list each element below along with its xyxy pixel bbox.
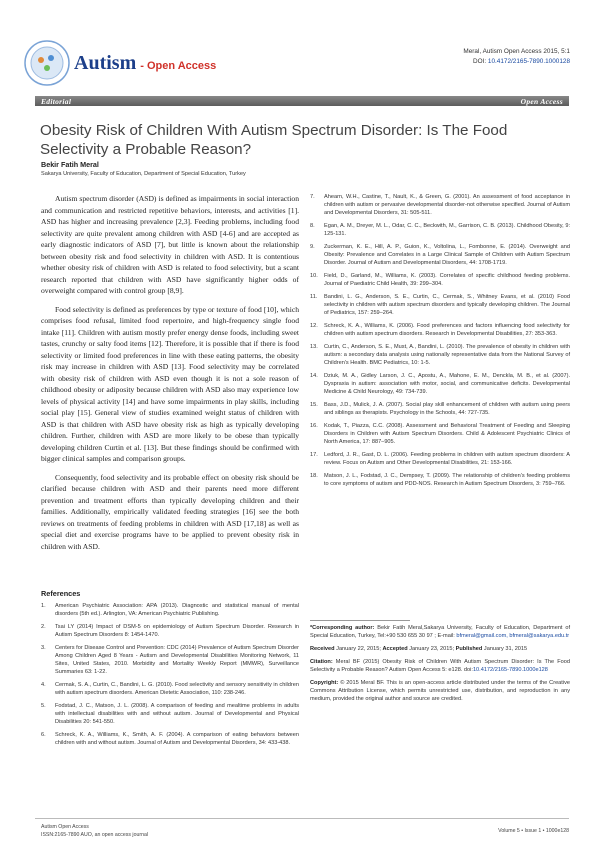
reference-item [310,193,570,217]
accepted-date: January 23, 2015; [409,646,455,652]
reference-item [41,644,299,676]
reference-item [310,372,570,396]
reference-text: Cermak, S. A., Curtin, C., Bandini, L. G. (2010). Food selectivity and sensory sensitivity in children with autism spectrum disorders. American Dietetic Association, 110: 238-246. [55,682,299,696]
reference-number: 13. [310,344,318,350]
footer-issn: ISSN:2165-7890 AUO, an open access journal [41,832,148,838]
references-heading: References [41,589,81,598]
published-label: Published [455,646,483,652]
divider [310,620,410,621]
citation-text: Meral BF (2015) Obesity Risk of Children With Autism Spectrum Disorder: Is The Food Selectivity a Probable Reason? Autism Open Access 5: e128. doi: [310,659,570,673]
reference-number: 8. [310,223,315,229]
reference-number: 11. [310,294,318,300]
body-paragraph: Food selectivity is defined as preferences by type or texture of food [10], which comprises food refusal, limited food repertoire, and high-frequency single food intake [11]. Children with autism mostly prefer energy dense foods, including sweet tastes, crunchy or salty food items [12]. Therefore, it is possible that if there is food selectivity or limited food preferences in line with these eating patterns, the obesity risk may increase in children with ASD [13]. Food selectivity may be correlated with obesity risk of children with ASD even though it is not a sole reason of childhood obesity or adiposity because children with ASD also may experience low levels of physical activity [14] and have some impairments in play skills, including social play [15]. General view of studies examined weight status of children with ASD is that children with ASD have obesity risk as high as typically developing children. Further, children with ASD are more likely to be obese than typically developing children Curtin et al. [13]. But these findings should be confirmed with bigger clinical samples and comparison groups. [41,304,299,463]
reference-text: Schreck, K. A., Williams, K. (2006). Food preferences and factors influencing food selectivity for children with autism spectrum disorders. Research in Developmental Disabilities, 27: 353-363. [324,323,570,337]
doi-link[interactable]: 10.4172/2165-7890.1000128 [487,58,570,65]
reference-item [41,602,299,618]
reference-text: Zuckerman, K. E., Hill, A. P., Guion, K., Voltolina, L., Fombonne, E. (2014). Overweight and Obesity: Prevalence and Correlates in a Large Clinical Sample of Children with Autism Spectrum Disorder. Journal of Autism and Developmental Disorders, 44: 1708-1719. [324,244,570,266]
footer-journal-name: Autism Open Access [41,824,89,830]
article-title: Obesity Risk of Children With Autism Spectrum Disorder: Is The Food Selectivity a Probable Reason? [40,122,508,158]
access-label: Open Access [520,96,563,106]
body-text [41,193,299,559]
reference-text: Dziuk, M. A., Gidley Larson, J. C., Apostu, A., Mahone, E. M., Denckla, M. B., et al. (2007). Dyspraxia in autism: association with motor, social, and communicative deficits. Developmental Medicine & Child Neurology, 49: 734-739. [324,373,570,395]
reference-number: 5. [41,703,46,709]
body-paragraph: Consequently, food selectivity and its probable effect on obesity risk should be clarified because children with ASD and their parents need more different prevention and treatment efforts than typically developing children and their families. Additionally, empirically validated feeding strategies [16] see the both reviews on treatments of feeding problems in children with ASD [17,18] as well as special diet and exercise programs have to be applied to prevent obesity risk in children with ASD. [41,472,299,551]
reference-number: 4. [41,682,46,688]
reference-number: 16. [310,423,318,429]
reference-number: 15. [310,402,318,408]
reference-text: Bass, J.D., Mulick, J. A. (2007). Social play skill enhancement of children with autism using peers and siblings as therapists. Psychology in the Schools, 44: 727-735. [324,402,570,416]
brand-name: Autism [74,52,137,74]
reference-item [310,293,570,317]
doi-label: DOI: [472,58,487,65]
reference-text: Bandini, L. G., Anderson, S. E., Curtin, C., Cermak, S., Whitney Evans, et al. (2010) Food selectivity in children with autism spectrum disorders and typically developing children. The Journal of Pediatrics, 157: 259–264. [324,294,570,316]
reference-item [310,272,570,288]
reference-text: Centers for Disease Control and Prevention: CDC (2014) Prevalence of Autism Spectrum Disorder Among Children Aged 8 Years - Autism and Developmental Disabilities Monitoring Network, 11 Sites, United States, 2010. Morbidity and Mortality Weekly Report (MMWR), Surveillance Summaries 63: 1-22. [55,645,299,675]
reference-number: 17. [310,452,318,458]
journal-logo [24,40,70,86]
article-type-label: Editorial [41,96,72,106]
reference-text: American Psychiatric Association: APA (2013). Diagnostic and statistical manual of mental disorders (5th ed.). Arlington, VA: American Psychiatric Publishing. [55,603,299,617]
corresponding-label: *Corresponding author: [310,625,375,631]
reference-number: 9. [310,244,315,250]
reference-item [310,451,570,467]
reference-number: 2. [41,624,46,630]
reference-number: 18. [310,473,318,479]
reference-item [310,401,570,417]
author-affiliation: Sakarya University, Faculty of Education, Department of Special Education, Turkey [41,171,246,177]
reference-text: Kodak, T., Piazza, C.C. (2008). Assessment and Behavioral Treatment of Feeding and Sleeping Disorders in Children with Autism Spectrum Disorders. Child & Adolescent Psychiatric Clinics of North America, 17: 887–905. [324,423,570,445]
footer-divider [35,818,569,819]
reference-item [310,243,570,267]
reference-item [41,681,299,697]
reference-number: 12. [310,323,318,329]
copyright-text: © 2015 Meral BF. This is an open-access article distributed under the terms of the Creative Commons Attribution License, which permits unrestricted use, distribution, and reproduction in any medium, provided the original author and source are credited. [310,680,570,702]
reference-text: Tsai LY (2014) Impact of DSM-5 on epidemiology of Autism Spectrum Disorder. Research in Autism Spectrum Disorders 8: 1454-1470. [55,624,299,638]
corresponding-text: Bekir Fatih Meral,Sakarya University, Faculty of Education, Department of Special Education, Turkey, Tel:+90 530 655 30 97 ; E-mail: [310,625,570,639]
received-date: January 22, 2015; [336,646,381,652]
reference-number: 6. [41,732,46,738]
reference-item [310,422,570,446]
reference-item [41,623,299,639]
citation-label: Citation: [310,659,333,665]
footer-volume: Volume 5 • Issue 1 • 1000e128 [498,828,569,834]
citation-doi-link[interactable]: 10.4172/2165-7890.1000e128 [472,667,548,673]
received-label: Received [310,646,335,652]
reference-item [310,222,570,238]
reference-text: Ahearn, W.H., Castine, T., Nault, K., & Green, G. (2001). An assessment of food acceptance in children with autism or pervasive developmental disorder-not otherwise specified. Journal of Autism and Developmental Disorders, 31: 505-511. [324,194,570,216]
reference-text: Ledford, J. R., Gast, D. L. (2006). Feeding problems in children with autism spectrum disorders: A review. Focus on Autism and Other Developmental Disabilities, 21: 153-166. [324,452,570,466]
reference-number: 14. [310,373,318,379]
body-paragraph: Autism spectrum disorder (ASD) is defined as impairments in social interaction and communication and restricted repetitive behaviors, interests, and activities [1]. ASD has higher and increasing prevalence [2,3]. Feeding problems, including food selectivity are quite prevalent among children with ASD [4-6] and are accepted as early diagnostic indicators of ASD [7], but little is known about the relationship between obesity risk and food selectivity in children with ASD. It is contentious whether obesity risk of children with ASD is related to food selectivity, but a scant research reported that children with ASD have significantly higher odds of overweight compared with control group [8,9]. [41,194,299,295]
author-name: Bekir Fatih Meral [41,160,99,169]
article-info [310,624,570,708]
section-bar [35,96,569,106]
reference-number: 7. [310,194,315,200]
reference-item [310,322,570,338]
reference-item [41,731,299,747]
reference-number: 10. [310,273,318,279]
reference-item [41,702,299,726]
journal-meta [463,47,570,67]
reference-item [310,472,570,488]
references-list-right [310,193,570,493]
copyright-label: Copyright: [310,680,339,686]
reference-text: Matson, J. L., Fodstad, J. C., Dempsey, T. (2009). The relationship of children's feeding problems to core symptoms of autism and PDD-NOS. Research in Autism Spectrum Disorders, 3: 759–766. [324,473,570,487]
reference-item [310,343,570,367]
brand-subtitle: - Open Access [140,60,217,72]
published-date: January 31, 2015 [483,646,528,652]
reference-text: Field, D., Garland, M., Williams, K. (2003). Correlates of specific childhood feeding problems. Journal of Paediatric Child Health, 39: 299–304. [324,273,570,287]
journal-line: Meral, Autism Open Access 2015, 5:1 [463,48,570,55]
reference-text: Schreck, K. A., Williams, K., Smith, A. F. (2004). A comparison of eating behaviors between children with and without autism. Journal of Autism and Developmental Disorders, 34: 433-438. [55,732,299,746]
references-list-left [41,602,299,752]
accepted-label: Accepted [382,646,408,652]
email-link[interactable]: bfmeral@gmail.com, bfmeral@sakarya.edu.tr [456,633,570,639]
reference-number: 1. [41,603,46,609]
reference-text: Fodstad, J. C., Matson, J. L. (2008). A comparison of feeding and mealtime problems in adults with intellectual disabilities with and without autism. Journal of Developmental and Physical Disabilities 20: 541-550. [55,703,299,725]
journal-brand [74,52,216,75]
footer-journal [41,823,148,839]
reference-text: Egan, A. M., Dreyer, M. L., Odar, C. C., Beckwith, M., Garrison, C. B. (2013). Childhood Obesity, 9: 125-131. [324,223,570,237]
reference-number: 3. [41,645,46,651]
reference-text: Curtin, C., Anderson, S. E., Must, A., Bandini, L. (2010). The prevalence of obesity in children with autism: a secondary data analysis using nationally representative data from the National Survey of Children's Health. BMC Pediatrics, 10: 1-5. [324,344,570,366]
